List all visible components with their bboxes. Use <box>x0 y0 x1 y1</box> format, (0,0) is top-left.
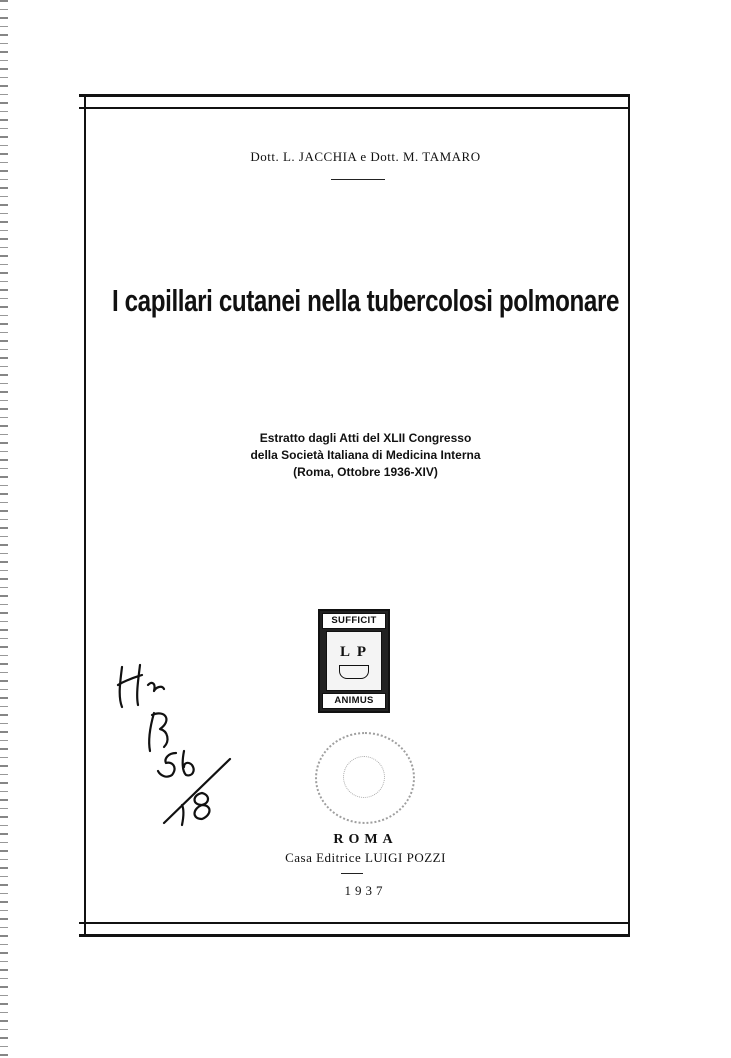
emblem-monogram: L P <box>339 644 369 660</box>
top-inner-rule <box>79 107 630 109</box>
handwritten-annotation <box>108 655 248 835</box>
imprint-city: ROMA <box>333 832 398 847</box>
emblem-center <box>326 631 382 691</box>
right-border-rule <box>628 94 630 937</box>
extract-line-3: (Roma, Ottobre 1936-XIV) <box>293 465 438 479</box>
imprint-divider <box>341 873 363 874</box>
library-stamp <box>315 732 415 824</box>
top-border-rule <box>79 94 630 97</box>
bottom-border-rule <box>79 934 630 937</box>
library-stamp-inner <box>343 756 385 798</box>
extract-line-2: della Società Italiana di Medicina Interna <box>250 448 481 462</box>
bottom-inner-rule <box>79 922 630 924</box>
emblem-bottom-band: ANIMUS <box>322 693 386 709</box>
document-title: I capillari cutanei nella tubercolosi polmonare <box>111 283 620 318</box>
authors-divider <box>331 179 385 180</box>
authors-line: Dott. L. JACCHIA e Dott. M. TAMARO <box>250 149 481 164</box>
left-border-rule <box>84 94 86 937</box>
extract-line-1: Estratto dagli Atti del XLII Congresso <box>259 431 472 445</box>
publisher-emblem <box>318 609 390 713</box>
emblem-book-icon <box>339 665 369 679</box>
imprint-year: 1937 <box>344 883 387 898</box>
extract-note <box>0 430 731 481</box>
emblem-top-band: SUFFICIT <box>322 613 386 629</box>
imprint-publisher: Casa Editrice LUIGI POZZI <box>285 850 446 865</box>
